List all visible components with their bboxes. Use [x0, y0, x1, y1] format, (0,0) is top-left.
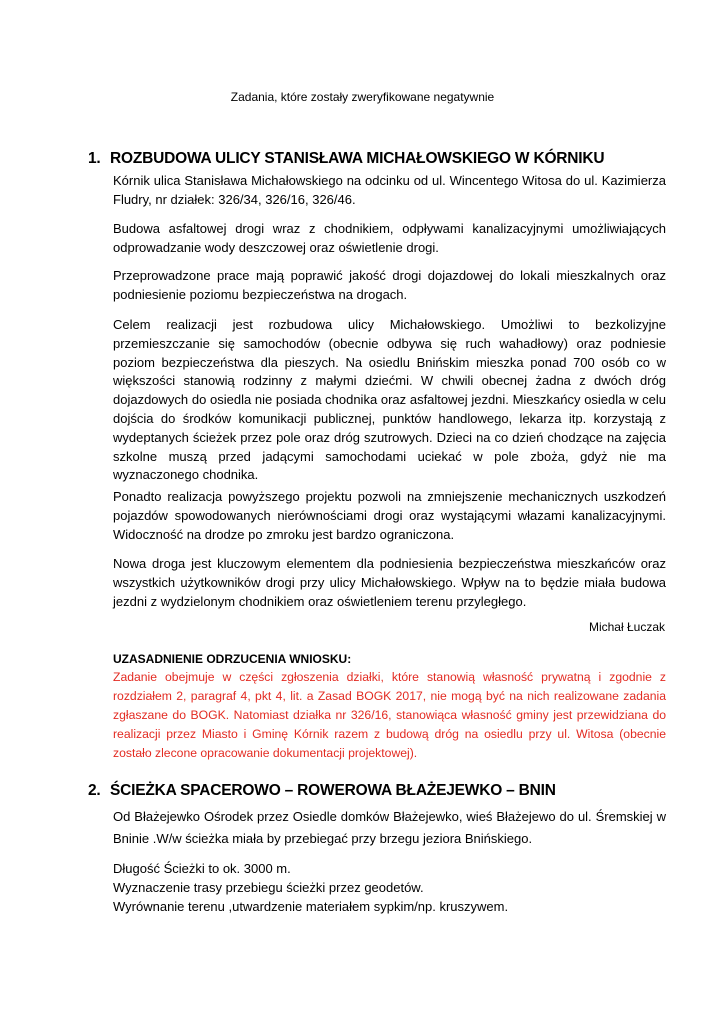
section-2-heading — [88, 782, 556, 800]
section-1-paragraph: Nowa droga jest kluczowym elementem dla podniesienia bezpieczeństwa mieszkańców oraz wszystkich użytkowników drogi przy ulicy Michałowskiego. Wpływ na to będzie miała budowa jezdni z wydzielonym chodnikiem oraz oświetleniem terenu przyległego. — [113, 556, 666, 609]
section-1-number: 1. — [88, 150, 101, 167]
section-1-paragraph: Budowa asfaltowej drogi wraz z chodnikiem, odpływami kanalizacyjnymi umożliwiających odprowadzanie wody deszczowej oraz oświetlenie drogi. — [113, 221, 666, 255]
section-1-heading — [88, 150, 604, 168]
rejection-text: Zadanie obejmuje w części zgłoszenia działki, które stanowią własność prywatną i zgodnie z rozdziałem 2, paragraf 4, pkt 4, lit. a Zasad BOGK 2017, nie mogą być na nich realizowane zadania zgłaszane do BOGK. Natomiast działka nr 326/16, stanowiąca własność gminy jest przewidziana do realizacji przez Miasto i Gminę Kórnik razem z budową dróg na osiedlu przy ul. Witosa (obecnie zostało zlecone opracowanie dokumentacji projektowej). — [113, 670, 666, 760]
section-1-title: ROZBUDOWA ULICY STANISŁAWA MICHAŁOWSKIEGO W KÓRNIKU — [110, 150, 605, 167]
section-2-line: Wyrównanie terenu ,utwardzenie materiałem sypkim/np. kruszywem. — [113, 899, 509, 914]
section-2-line: Wyznaczenie trasy przebiegu ścieżki przez geodetów. — [113, 880, 424, 895]
section-1-paragraph: Ponadto realizacja powyższego projektu pozwoli na zmniejszenie mechanicznych uszkodzeń pojazdów spowodowanych nierównościami drogi oraz wystającymi włazami kanalizacyjnymi. Widoczność na drodze po zmroku jest bardzo ograniczona. — [113, 489, 666, 542]
author-signature: Michał Łuczak — [588, 620, 665, 634]
section-2-number: 2. — [88, 782, 101, 799]
section-2-location: Od Błażejewko Ośrodek przez Osiedle domków Błażejewko, wieś Błażejewo do ul. Śremskiej w Bninie .W/w ścieżka miała by przebiegać przy brzegu jeziora Bnińskiego. — [113, 809, 666, 846]
section-1-paragraph: Przeprowadzone prace mają poprawić jakość drogi dojazdowej do lokali mieszkalnych oraz podniesienie poziomu bezpieczeństwa na drogach. — [113, 268, 666, 302]
section-2-title: ŚCIEŻKA SPACEROWO – ROWEROWA BŁAŻEJEWKO – BNIN — [110, 782, 556, 799]
section-1-location: Kórnik ulica Stanisława Michałowskiego na odcinku od ul. Wincentego Witosa do ul. Kazimierza Fludry, nr działek: 326/34, 326/16, 326/46. — [113, 173, 666, 207]
section-2-line: Długość Ścieżki to ok. 3000 m. — [113, 861, 291, 876]
rejection-label: UZASADNIENIE ODRZUCENIA WNIOSKU: — [113, 652, 352, 666]
section-1-paragraph: Celem realizacji jest rozbudowa ulicy Michałowskiego. Umożliwi to bezkolizyjne przemieszczanie się samochodów (obecnie odbywa się ruch wahadłowy) oraz podniesie poziom bezpieczeństwa dla pieszych. Na osiedlu Bnińskim mieszka ponad 700 osób co w większości stanowią rodzinny z małymi dziećmi. W chwili obecnej żadna z dwóch dróg dojazdowych do osiedla nie posiada chodnika oraz asfaltowej jezdni. Mieszkańcy osiedla w celu dojścia do środków komunikacji publicznej, punktów handlowego, lekarza itp. korzystają z wydeptanych ścieżek przez pole oraz dróg szutrowych. Dzieci na co dzień chodzące na zajęcia szkolne muszą przed jadącymi samochodami uciekać w pole zboża, gdyż nie ma wyznaczonego chodnika. — [113, 317, 666, 483]
document-title: Zadania, które zostały zweryfikowane negatywnie — [230, 90, 495, 104]
